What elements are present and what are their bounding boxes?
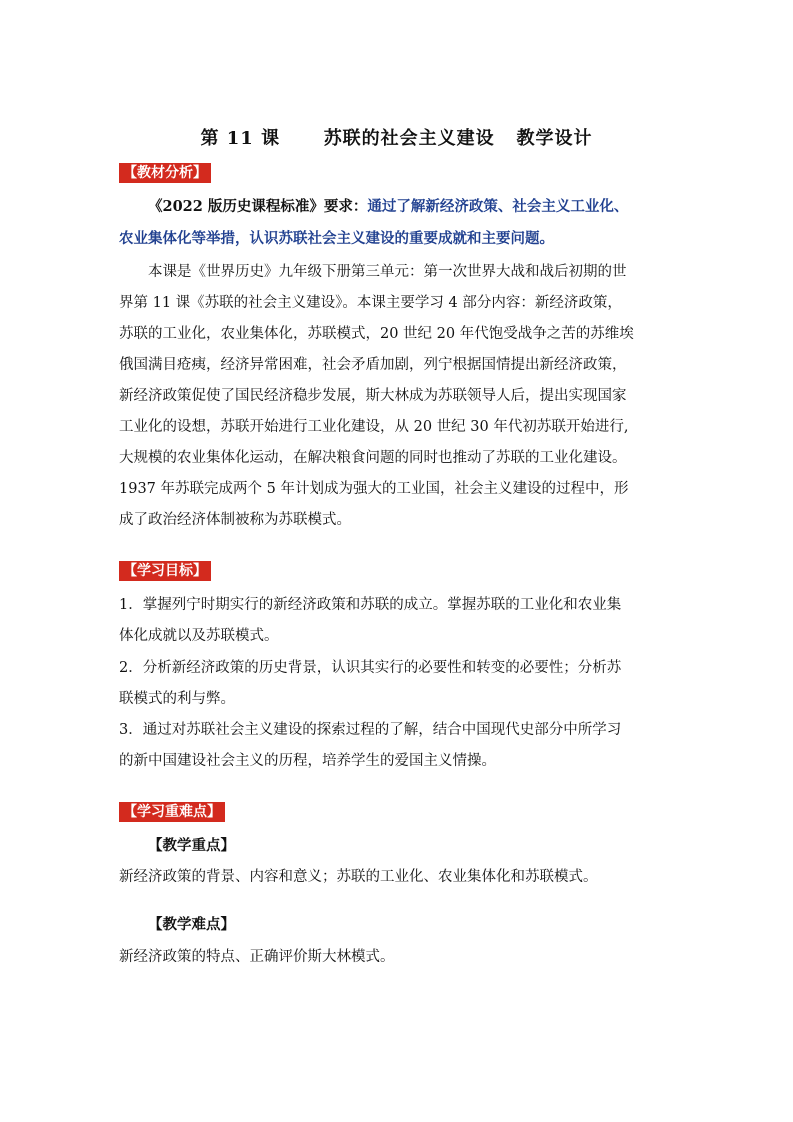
- analysis-line: 工业化的设想，苏联开始进行工业化建设，从 20 世纪 30 年代初苏联开始进行,: [119, 419, 629, 435]
- section-tag-textbook-analysis: 【教材分析】: [119, 163, 211, 183]
- goal-line: 联模式的利与弊。: [119, 691, 235, 707]
- analysis-line: 1937 年苏联完成两个 5 年计划成为强大的工业国，社会主义建设的过程中，形: [119, 481, 629, 497]
- standard-line-1: [148, 195, 708, 216]
- title-suffix: 教学设计: [516, 128, 593, 149]
- goal-line: 1．掌握列宁时期实行的新经济政策和苏联的成立。掌握苏联的工业化和农业集: [119, 597, 622, 613]
- goal-line: 体化成就以及苏联模式。: [119, 628, 279, 644]
- analysis-line: 大规模的农业集体化运动，在解决粮食问题的同时也推动了苏联的工业化建设。: [119, 450, 627, 466]
- standard-prefix: 《2022 版历史课程标准》要求：: [148, 198, 368, 215]
- goal-line: 3．通过对苏联社会主义建设的探索过程的了解，结合中国现代史部分中所学习: [119, 722, 622, 738]
- key-points-text: 新经济政策的背景、内容和意义；苏联的工业化、农业集体化和苏联模式。: [119, 869, 598, 885]
- difficult-points-label: 【教学难点】: [148, 916, 235, 933]
- key-points-label: 【教学重点】: [148, 837, 235, 854]
- standard-highlight-2: 农业集体化等举措，认识苏联社会主义建设的重要成就和主要问题。: [119, 230, 554, 247]
- page-title: [0, 124, 793, 150]
- goal-line: 的新中国建设社会主义的历程，培养学生的爱国主义情操。: [119, 753, 496, 769]
- goal-line: 2．分析新经济政策的历史背景，认识其实行的必要性和转变的必要性；分析苏: [119, 660, 622, 676]
- difficult-points-text: 新经济政策的特点、正确评价斯大林模式。: [119, 949, 395, 965]
- standard-highlight-1: 通过了解新经济政策、社会主义工业化、: [367, 198, 629, 215]
- section-tag-key-difficult: 【学习重难点】: [119, 802, 225, 822]
- analysis-line: 新经济政策促使了国民经济稳步发展，斯大林成为苏联领导人后，提出实现国家: [119, 388, 627, 404]
- section-tag-learning-goals: 【学习目标】: [119, 561, 211, 581]
- title-topic: 苏联的社会主义建设: [323, 128, 495, 149]
- analysis-line: 苏联的工业化，农业集体化，苏联模式，20 世纪 20 年代饱受战争之苦的苏维埃: [119, 326, 634, 342]
- title-lesson: 第 11 课: [200, 128, 281, 149]
- analysis-line: 俄国满目疮痍，经济异常困难，社会矛盾加剧，列宁根据国情提出新经济政策，: [119, 357, 627, 373]
- analysis-line: 成了政治经济体制被称为苏联模式。: [119, 512, 351, 528]
- analysis-line: 界第 11 课《苏联的社会主义建设》。本课主要学习 4 部分内容：新经济政策，: [119, 295, 622, 311]
- analysis-line: 本课是《世界历史》九年级下册第三单元：第一次世界大战和战后初期的世: [148, 264, 627, 280]
